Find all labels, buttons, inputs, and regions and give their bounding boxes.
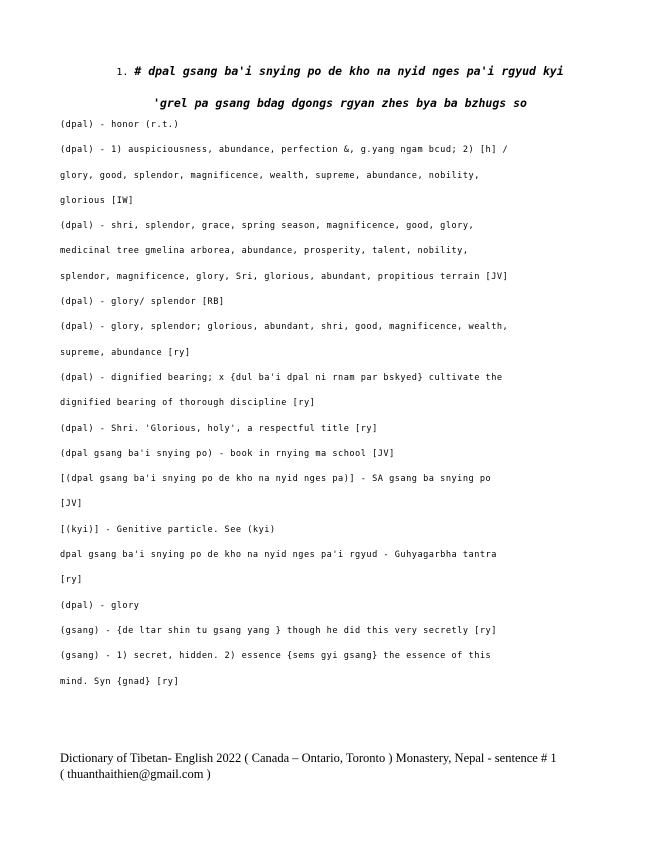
entry-line: (dpal) - glory, splendor; glorious, abundant, shri, good, magnificence, wealth,: [60, 322, 509, 333]
entry-line: (dpal gsang ba'i snying po) - book in rnying ma school [JV]: [60, 448, 395, 459]
entry-line: [JV]: [60, 499, 83, 510]
entry-line: [(dpal gsang ba'i snying po de kho na nyid nges pa)] - SA gsang ba snying po: [60, 474, 492, 485]
entry-line: dpal gsang ba'i snying po de kho na nyid nges pa'i rgyud - Guhyagarbha tantra: [60, 550, 497, 561]
entry-line: (dpal) - honor (r.t.): [60, 120, 180, 130]
entry-line: dignified bearing of thorough discipline [ry]: [60, 398, 316, 409]
entry-line: supreme, abundance [ry]: [60, 347, 191, 358]
footer-line-1: Dictionary of Tibetan- English 2022 ( Canada – Ontario, Toronto ) Monastery, Nepal - sentence # 1: [60, 751, 557, 765]
entry-line: mind. Syn {gnad} [ry]: [60, 676, 180, 687]
entry-line: [(kyi)] - Genitive particle. See (kyi): [60, 524, 276, 535]
entry-line: glory, good, splendor, magnificence, wealth, supreme, abundance, nobility,: [60, 170, 480, 181]
heading-line-1: [60, 56, 620, 88]
entry-line: medicinal tree gmelina arborea, abundance, prosperity, talent, nobility,: [60, 246, 469, 257]
heading-text-1: # dpal gsang ba'i snying po de kho na nyid nges pa'i rgyud kyi: [134, 64, 564, 78]
entry-line: splendor, magnificence, glory, Sri, glorious, abundant, propitious terrain [JV]: [60, 271, 509, 282]
entry-line: (dpal) - glory: [60, 600, 140, 611]
entry-line: (gsang) - 1) secret, hidden. 2) essence {sems gyi gsang} the essence of this: [60, 651, 492, 662]
entry-line: glorious [IW]: [60, 195, 134, 206]
entry-line: (dpal) - Shri. 'Glorious, holy', a respectful title [ry]: [60, 423, 378, 434]
dictionary-entries: [60, 113, 600, 695]
heading-line-2: 'grel pa gsang bdag dgongs rgyan zhes bya ba bzhugs so: [153, 96, 527, 110]
page-footer: [60, 751, 620, 782]
entry-heading: [60, 56, 620, 118]
footer-line-2: ( thuanthaithien@gmail.com ): [60, 766, 211, 781]
entry-number: 1.: [116, 67, 129, 78]
entry-line: (dpal) - shri, splendor, grace, spring season, magnificence, good, glory,: [60, 221, 475, 232]
entry-line: (gsang) - {de ltar shin tu gsang yang } though he did this very secretly [ry]: [60, 625, 497, 636]
entry-line: (dpal) - dignified bearing; x {dul ba'i dpal ni rnam par bskyed} cultivate the: [60, 372, 503, 383]
entry-line: (dpal) - glory/ splendor [RB]: [60, 297, 225, 308]
entry-line: (dpal) - 1) auspiciousness, abundance, perfection &, g.yang ngam bcud; 2) [h] /: [60, 145, 509, 156]
entry-line: [ry]: [60, 575, 83, 586]
